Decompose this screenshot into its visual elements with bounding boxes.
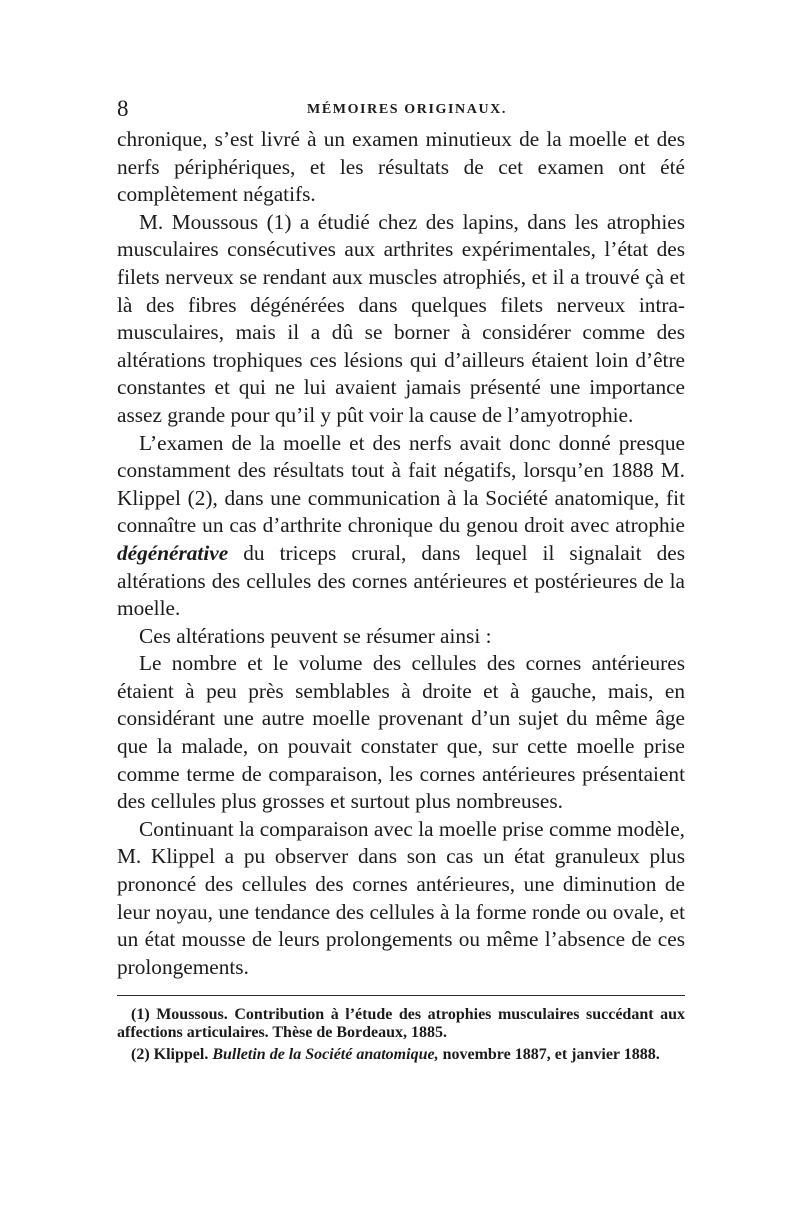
footnote-1: (1) Moussous. Contribution à l’étude des atrophies musculaires succédant aux affections articulaires. Thèse de Bordeaux, 1885.	[117, 1006, 685, 1041]
footnote-2	[117, 1046, 685, 1064]
footnote-2-author: (2) Klippel.	[131, 1046, 213, 1064]
paragraph-3-italic: dégénérative	[117, 540, 229, 565]
body-text	[117, 126, 685, 981]
paragraph-3-text-b: du triceps crural, dans lequel il signalait des altérations des cellules des cornes antérieures et postérieures de la moelle.	[117, 540, 685, 621]
footnote-divider	[117, 995, 685, 996]
page-number: 8	[117, 96, 129, 121]
paragraph-5: Le nombre et le volume des cellules des cornes antérieures étaient à peu près semblables à droite et à gauche, mais, en considérant une autre moelle provenant d’un sujet du même âge que la malade, on pouvait constater que, sur cette moelle prise comme terme de comparaison, les cornes antérieures présentaient des cellules plus grosses et surtout plus nombreuses.	[117, 651, 685, 814]
footnote-2-journal: Bulletin de la Société anatomique,	[212, 1046, 439, 1064]
paragraph-1: chronique, s’est livré à un examen minutieux de la moelle et des nerfs périphériques, et les résultats de cet examen ont été complètement négatifs.	[117, 127, 685, 207]
paragraph-3-text-a: L’examen de la moelle et des nerfs avait donc donné presque constamment des résultats tout à fait négatifs, lorsqu’en 1888 M. Klippel (2), dans une communication à la Société anatomique, fit connaître un cas d’arthrite chronique du genou droit avec atrophie	[117, 430, 685, 538]
book-page	[117, 96, 685, 1069]
paragraph-4: Ces altérations peuvent se résumer ainsi :	[139, 623, 492, 648]
running-head	[117, 96, 685, 126]
footnote-2-date: novembre 1887, et janvier 1888.	[438, 1046, 660, 1064]
footnotes	[117, 1006, 685, 1064]
paragraph-2: M. Moussous (1) a étudié chez des lapins, dans les atrophies musculaires consécutives aux arthrites expérimentales, l’état des filets nerveux se rendant aux muscles atrophiés, et il a trouvé çà et là des fibres dégénérées dans quelques filets nerveux intra-musculaires, mais il a dû se borner à considérer comme des altérations trophiques ces lésions qui d’ailleurs étaient loin d’être constantes et qui ne lui avaient jamais présenté une importance assez grande pour qu’il y pût voir la cause de l’amyotrophie.	[117, 209, 685, 427]
running-title: MÉMOIRES ORIGINAUX.	[307, 102, 507, 117]
paragraph-3	[117, 430, 685, 623]
paragraph-6: Continuant la comparaison avec la moelle prise comme modèle, M. Klippel a pu observer dans son cas un état granuleux plus prononcé des cellules des cornes antérieures, une diminution de leur noyau, une tendance des cellules à la forme ronde ou ovale, et un état mousse de leurs prolongements ou même l’absence de ces prolongements.	[117, 816, 685, 979]
